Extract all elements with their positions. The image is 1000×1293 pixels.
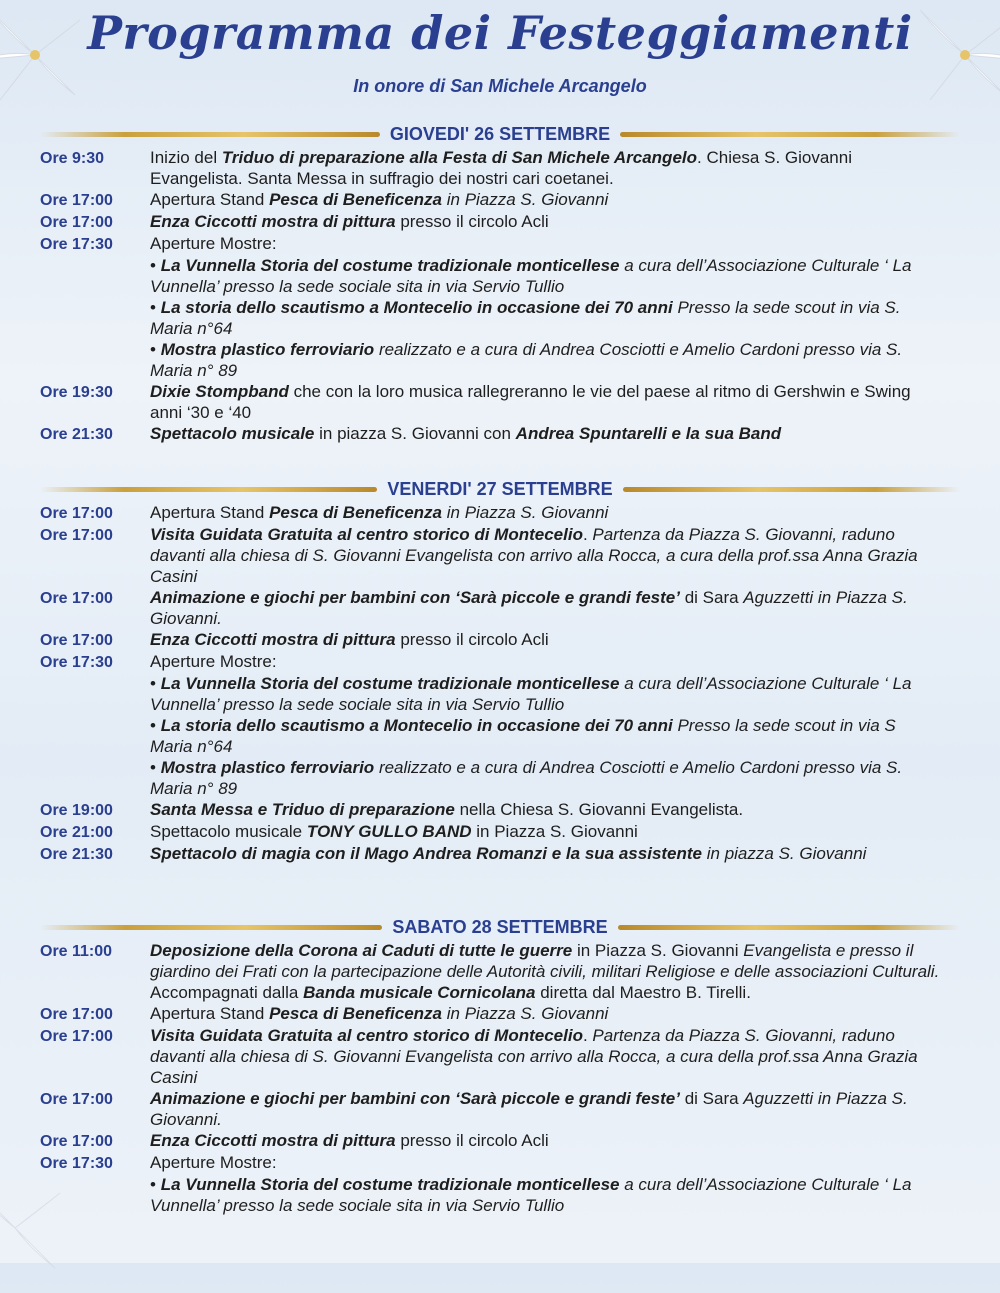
event-time: Ore 19:00 [40,802,113,819]
gold-divider [618,925,960,930]
event-time: Ore 19:30 [40,384,113,401]
event-description: Animazione e giochi per bambini con ‘Sarà piccole e grandi feste’ di Sara Aguzzetti in Piazza S. Giovanni. [150,1089,908,1129]
event-description: Animazione e giochi per bambini con ‘Sarà piccole e grandi feste’ di Sara Aguzzetti in Piazza S. Giovanni. [150,588,908,628]
event-time [40,297,150,339]
event-time: Ore 17:00 [40,590,113,607]
schedule-row [40,1174,970,1216]
event-time [40,757,150,799]
schedule-row [40,211,970,233]
event-description: • La Vunnella Storia del costume tradizionale monticellese a cura dell’Associazione Culturale ‘ La Vunnella’ presso la sede sociale sita in via Servio Tullio [150,674,912,714]
schedule-row [40,297,970,339]
day-header [40,478,960,500]
schedule-row [40,799,970,821]
schedule-row [40,940,970,1003]
event-description: • Mostra plastico ferroviario realizzato e a cura di Andrea Cosciotti e Amelio Cardoni presso via S. Maria n° 89 [150,758,903,798]
event-description: Visita Guidata Gratuita al centro storico di Montecelio. Partenza da Piazza S. Giovanni, raduno davanti alla chiesa di S. Giovanni Evangelista con arrivo alla Rocca, a cura della prof.ssa Anna Grazia Casini [150,1026,918,1087]
gold-divider [623,487,960,492]
schedule-row [40,1025,970,1088]
event-time: Ore 17:30 [40,654,113,671]
schedule-row [40,147,970,189]
schedule-row [40,651,970,673]
event-description: Visita Guidata Gratuita al centro storico di Montecelio. Partenza da Piazza S. Giovanni, raduno davanti alla chiesa di S. Giovanni Evangelista con arrivo alla Rocca, a cura della prof.ssa Anna Grazia Casini [150,525,918,586]
schedule-row [40,233,970,255]
day-schedule [40,940,970,1216]
event-time [40,1174,150,1216]
page-title: Programma dei Festeggiamenti [87,6,913,60]
event-description: Inizio del Triduo di preparazione alla Festa di San Michele Arcangelo. Chiesa S. Giovanni Evangelista. Santa Messa in suffragio dei nostri cari coetanei. [150,148,852,188]
event-description: • La Vunnella Storia del costume tradizionale monticellese a cura dell’Associazione Culturale ‘ La Vunnella’ presso la sede sociale sita in via Servio Tullio [150,256,912,296]
event-description: Santa Messa e Triduo di preparazione nella Chiesa S. Giovanni Evangelista. [150,800,744,819]
event-time: Ore 17:00 [40,192,113,209]
event-description: Spettacolo di magia con il Mago Andrea Romanzi e la sua assistente in piazza S. Giovanni [150,844,867,863]
event-description: Enza Ciccotti mostra di pittura presso il circolo Acli [150,630,549,649]
day-label: SABATO 28 SETTEMBRE [392,916,608,937]
event-description: Enza Ciccotti mostra di pittura presso il circolo Acli [150,1131,549,1150]
schedule-row [40,715,970,757]
schedule-row [40,1130,970,1152]
event-time: Ore 21:00 [40,824,113,841]
event-time [40,715,150,757]
schedule-row [40,757,970,799]
event-time: Ore 17:00 [40,1006,113,1023]
schedule-row [40,339,970,381]
event-time: Ore 17:00 [40,505,113,522]
day-label: VENERDI' 27 SETTEMBRE [387,478,613,499]
event-time: Ore 17:00 [40,1028,113,1045]
event-description: Aperture Mostre: [150,1153,277,1172]
day-schedule [40,502,970,865]
schedule-row [40,843,970,865]
event-time: Ore 17:00 [40,214,113,231]
schedule-row [40,1088,970,1130]
gold-divider [40,132,380,137]
event-description: Aperture Mostre: [150,234,277,253]
event-description: Aperture Mostre: [150,652,277,671]
event-description: • La Vunnella Storia del costume tradizionale monticellese a cura dell’Associazione Culturale ‘ La Vunnella’ presso la sede sociale sita in via Servio Tullio [150,1175,912,1215]
schedule-row [40,524,970,587]
event-description: Apertura Stand Pesca di Beneficenza in Piazza S. Giovanni [150,190,609,209]
event-time: Ore 17:30 [40,1155,113,1172]
day-header [40,916,960,938]
event-description: Enza Ciccotti mostra di pittura presso il circolo Acli [150,212,549,231]
event-time: Ore 9:30 [40,150,105,167]
schedule-row [40,381,970,423]
schedule-row [40,423,970,445]
schedule-row [40,673,970,715]
event-time [40,673,150,715]
event-description: Deposizione della Corona ai Caduti di tutte le guerre in Piazza S. Giovanni Evangelista e presso il giardino dei Frati con la partecipazione delle Autorità civili, militari Religiose e delle associazioni Culturali. Accompagnati dalla Banda musicale Cornicolana diretta dal Maestro B. Tirelli. [150,941,940,1002]
event-description: Spettacolo musicale in piazza S. Giovanni con Andrea Spuntarelli e la sua Band [150,424,782,443]
event-description: Spettacolo musicale TONY GULLO BAND in Piazza S. Giovanni [150,822,638,841]
gold-divider [40,487,377,492]
day-header [40,123,960,145]
event-description: Apertura Stand Pesca di Beneficenza in Piazza S. Giovanni [150,1004,609,1023]
event-time: Ore 17:00 [40,527,113,544]
schedule-row [40,1003,970,1025]
gold-divider [40,925,382,930]
event-description: • La storia dello scautismo a Montecelio in occasione dei 70 anni Presso la sede scout in via S. Maria n°64 [150,298,901,338]
gold-divider [620,132,960,137]
event-time [40,255,150,297]
schedule-row [40,255,970,297]
event-time: Ore 17:30 [40,236,113,253]
event-time: Ore 17:00 [40,632,113,649]
event-time: Ore 17:00 [40,1133,113,1150]
schedule-row [40,189,970,211]
schedule-row [40,502,970,524]
page-subtitle: In onore di San Michele Arcangelo [353,76,647,96]
event-description: • Mostra plastico ferroviario realizzato e a cura di Andrea Cosciotti e Amelio Cardoni presso via S. Maria n° 89 [150,340,903,380]
event-description: • La storia dello scautismo a Montecelio in occasione dei 70 anni Presso la sede scout in via S Maria n°64 [150,716,896,756]
event-time: Ore 11:00 [40,943,113,960]
schedule-row [40,1152,970,1174]
event-time [40,339,150,381]
schedule-row [40,821,970,843]
schedule-row [40,587,970,629]
event-description: Apertura Stand Pesca di Beneficenza in Piazza S. Giovanni [150,503,609,522]
day-schedule [40,147,970,445]
event-time: Ore 17:00 [40,1091,113,1108]
day-label: GIOVEDI' 26 SETTEMBRE [389,123,611,144]
event-description: Dixie Stompband che con la loro musica rallegreranno le vie del paese al ritmo di Gershwin e Swing anni ‘30 e ‘40 [150,382,911,422]
event-time: Ore 21:30 [40,846,113,863]
event-time: Ore 21:30 [40,426,113,443]
schedule-row [40,629,970,651]
